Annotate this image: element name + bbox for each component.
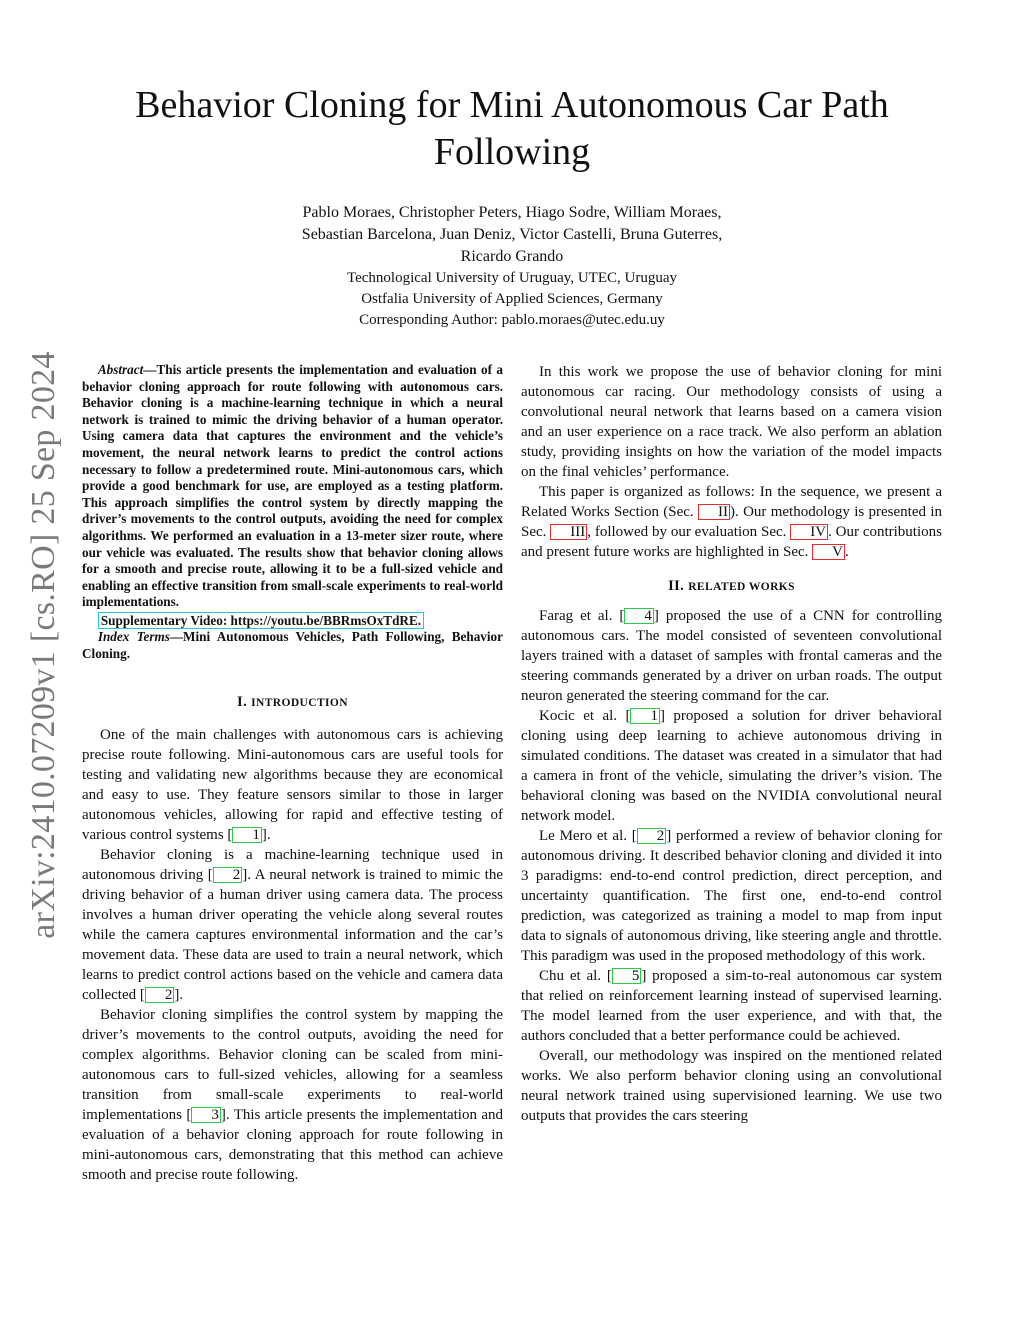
title-block xyxy=(82,82,942,331)
section-link[interactable]: III xyxy=(550,524,587,540)
text: ]. A neural network is trained to mimic the driving behavior of a human driver using camera data. The process involves a human driver operating the vehicle along several routes while the camera captures environmental information and the car’s movement data. These data are used to train a neural network, which learns to predict control actions based on the vehicle and camera data collected [ xyxy=(82,867,503,1004)
text: Chu et al. [ xyxy=(539,968,612,984)
text: ]. This article presents the implementation and evaluation of a behavior cloning approach for route following in mini-autonomous cars, demonstrating that this method can achieve smooth and precise route following. xyxy=(82,1107,503,1184)
related-works-heading xyxy=(521,576,942,597)
section-link[interactable]: IV xyxy=(790,524,828,540)
text: Le Mero et al. [ xyxy=(539,828,637,844)
text: ] proposed the use of a CNN for controlling autonomous cars. The model consisted of seventeen convolutional layers trained with a dataset of samples with frontal cameras and the steering commands generated by a driver on urban roads. The output neuron generated the steering command for the car. xyxy=(521,608,942,704)
affiliation-line: Ostfalia University of Applied Sciences, Germany xyxy=(361,291,663,307)
citation-link[interactable]: 4 xyxy=(624,608,654,624)
affiliations xyxy=(82,268,942,331)
text: ] proposed a sim-to-real autonomous car system that relied on reinforcement learning instead of supervised learning. The model learned from the user experience, and with that, the authors concluded that a better performance could be achieved. xyxy=(521,968,942,1044)
author-line: Sebastian Barcelona, Juan Deniz, Victor Castelli, Bruna Guterres, xyxy=(301,226,723,243)
related-paragraph-2 xyxy=(521,706,942,826)
citation-link[interactable]: 1 xyxy=(232,827,262,843)
text: . xyxy=(845,544,849,560)
text: Kocic et al. [ xyxy=(539,708,631,724)
affiliation-line: Technological University of Uruguay, UTEC, Uruguay xyxy=(347,270,677,286)
intro-paragraph-3 xyxy=(82,1005,503,1185)
intro-heading xyxy=(82,692,503,713)
text: This paper is organized as follows: In the sequence, we present a Related Works Section (Sec. xyxy=(521,484,942,520)
text: ] performed a review of behavior cloning for autonomous driving. It described behavior cloning and divided it into 3 paradigms: end-to-end control prediction, direct perception, and uncertainty quantification. The first one, end-to-end control prediction, was categorized as training a model to map from input data to signals of autonomous driving, like steering angle and throttle. This paradigm was used in the proposed methodology of this work. xyxy=(521,828,942,964)
abstract xyxy=(82,362,503,611)
abstract-text: —This article presents the implementation and evaluation of a behavior cloning approach for route following with autonomous cars. Behavior cloning is a machine-learning technique in which a neural network is trained to mimic the driving behavior of a human operator. Using camera data that captures the environment and the vehicle’s movement, the neural network learns to predict the control actions necessary to follow a predetermined route. Mini-autonomous cars, which provide a good benchmark for use, are employed as a testing platform. This approach simplifies the control system by directly mapping the driver’s movements to the control outputs, avoiding the need for complex algorithms. We performed an evaluation in a 13-meter sizer route, where our vehicle was evaluated. The results show that behavior cloning allows for a smooth and precise route, allowing it to be a full-sized vehicle and enabling an effective transition from small-scale experiments to real-world implementations. xyxy=(82,362,503,610)
text: Farag et al. [ xyxy=(539,608,625,624)
related-paragraph-5: Overall, our methodology was inspired on the mentioned related works. We also perform behavior cloning using an convolutional neural network trained using supervisioned learning. We use two outputs that provides the cars steering xyxy=(521,1048,942,1124)
corresponding-author: Corresponding Author: pablo.moraes@utec.edu.uy xyxy=(359,312,665,328)
section-link[interactable]: V xyxy=(812,544,845,560)
section-numeral: I. xyxy=(237,694,252,711)
section-title: INTRODUCTION xyxy=(251,697,348,710)
citation-link[interactable]: 3 xyxy=(191,1107,221,1123)
author-list xyxy=(82,202,942,268)
text: ). Our methodology is presented in Sec. xyxy=(521,504,942,540)
section-numeral: II. xyxy=(668,578,689,594)
arxiv-identifier: arXiv:2410.07209v1 [cs.RO] 25 Sep 2024 xyxy=(25,351,62,939)
intro-paragraph-5 xyxy=(521,482,942,562)
text: . Our contributions and present future works are highlighted in Sec. xyxy=(521,524,942,560)
index-terms-label: Index Terms xyxy=(97,628,170,644)
index-terms xyxy=(82,629,503,662)
index-terms-text: —Mini Autonomous Vehicles, Path Following, Behavior Cloning. xyxy=(82,628,503,661)
section-title: RELATED WORKS xyxy=(688,581,795,593)
related-paragraph-1 xyxy=(521,606,942,706)
left-column xyxy=(82,362,503,1185)
citation-link[interactable]: 1 xyxy=(630,708,660,724)
author-line: Pablo Moraes, Christopher Peters, Hiago Sodre, William Moraes, xyxy=(302,204,722,221)
text: ] proposed a solution for driver behavioral cloning using deep learning to achieve autonomous driving in simulated conditions. The dataset was created in a simulator that had a camera in front of the vehicle, simulating the driver’s vision. The behavioral cloning was based on the NVIDIA convolutional neural network model. xyxy=(521,708,943,824)
text: Behavior cloning simplifies the control system by mapping the driver’s movements to the control outputs, avoiding the need for complex algorithms. Behavior cloning can be scaled from mini-autonomous cars to full-sized vehicles, allowing for a seamless transition from small-scale experiments to real-world implementations [ xyxy=(82,1007,503,1124)
citation-link[interactable]: 2 xyxy=(637,828,667,844)
supplementary-video xyxy=(82,612,503,629)
citation-link[interactable]: 5 xyxy=(612,968,642,984)
related-paragraph-3 xyxy=(521,826,942,966)
section-link[interactable]: II xyxy=(698,504,730,520)
citation-link[interactable]: 2 xyxy=(213,867,243,883)
text: Behavior cloning is a machine-learning technique used in autonomous driving [ xyxy=(82,847,503,884)
text: ]. xyxy=(261,827,271,844)
related-paragraph-4 xyxy=(521,966,942,1046)
intro-paragraph-2 xyxy=(82,845,503,1005)
intro-paragraph-4: In this work we propose the use of behavior cloning for mini autonomous car racing. Our methodology consists of using a convolutional neural network that learns based on a camera vision and an user experience on a race track. We also perform an ablation study, providing insights on how the variation of the model impacts on the final vehicles’ performance. xyxy=(521,364,942,480)
video-link[interactable]: Supplementary Video: https://youtu.be/BBRmsOxTdRE. xyxy=(98,612,424,629)
text: , followed by our evaluation Sec. xyxy=(587,524,791,540)
author-line: Ricardo Grando xyxy=(460,248,564,265)
abstract-label: Abstract xyxy=(97,362,144,377)
intro-paragraph-1 xyxy=(82,725,503,845)
right-column xyxy=(521,362,942,1126)
text: One of the main challenges with autonomous cars is achieving precise route following. Mini-autonomous cars are useful tools for testing and validating new algorithms because they are economical and easy to use. They feature sensors similar to those in larger autonomous vehicles, allowing for rapid and effective testing of various control systems [ xyxy=(82,727,503,844)
text: ]. xyxy=(174,987,184,1004)
citation-link[interactable]: 2 xyxy=(145,987,175,1003)
paper-title: Behavior Cloning for Mini Autonomous Car Path Following xyxy=(135,84,889,173)
